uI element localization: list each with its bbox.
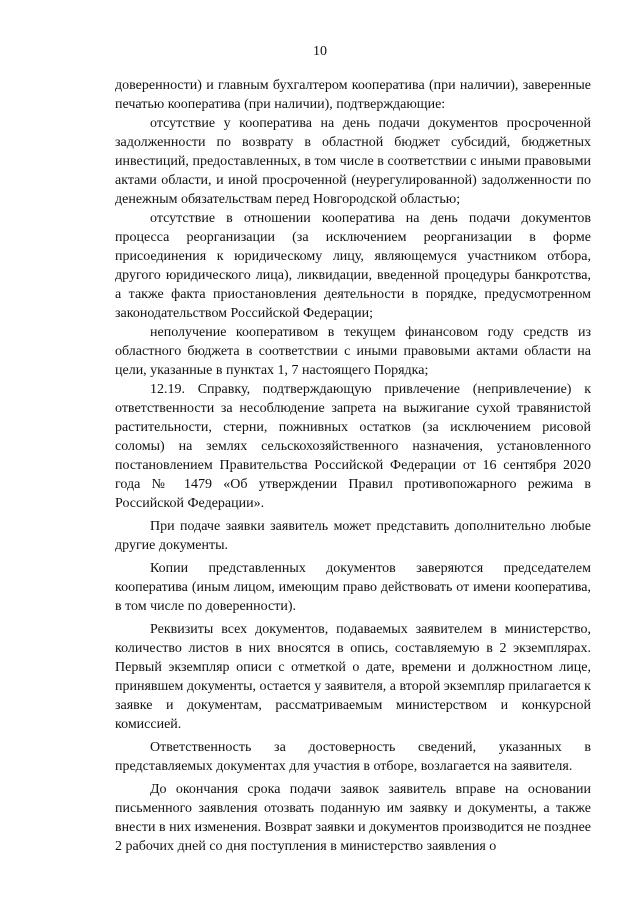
paragraph-additional-documents: При подаче заявки заявитель может представить дополнительно любые другие документы. xyxy=(115,519,591,553)
paragraph-withdrawal: До окончания срока подачи заявок заявитель вправе на основании письменного заявления отозвать поданную им заявку и документы, а также внести в них изменения. Возврат заявки и документов производится не позднее 2 рабочих дней со дня поступления в министерство заявления о xyxy=(115,782,591,854)
paragraph-no-overdue-debt: отсутствие у кооператива на день подачи документов просроченной задолженности по возврату в областной бюджет субсидий, бюджетных инвестиций, предоставленных, в том числе в соответствии с иными правовыми актами области, и иной просроченной (неурегулированной) задолженности по денежным обязательствам перед Новгородской областью; xyxy=(115,116,591,207)
paragraph-inventory: Реквизиты всех документов, подаваемых заявителем в министерство, количество листов в них вносятся в опись, составляемую в 2 экземплярах. Первый экземпляр описи с отметкой о дате, времени и должностном лице, принявшем документы, остается у заявителя, а второй экземпляр прилагается к заявке и документам, рассматриваемым министерством и конкурсной комиссией. xyxy=(115,622,591,732)
document-body xyxy=(115,76,591,856)
page-number: 10 xyxy=(313,44,327,59)
paragraph-no-budget-funds: неполучение кооперативом в текущем финансовом году средств из областного бюджета в соответствии с иными правовыми актами области на цели, указанные в пунктах 1, 7 настоящего Порядка; xyxy=(115,325,591,378)
paragraph-responsibility: Ответственность за достоверность сведений, указанных в представляемых документах для участия в отборе, возлагается на заявителя. xyxy=(115,740,591,774)
paragraph-clause-12-19: 12.19. Справку, подтверждающую привлечение (непривлечение) к ответственности за несоблюдение запрета на выжигание сухой травянистой растительности, стерни, пожнивных остатков (за исключением рисовой соломы) на землях сельскохозяйственного назначения, установленного постановлением Правительства Российской Федерации от 16 сентября 2020 года № 1479 «Об утверждении Правил противопожарного режима в Российской Федерации». xyxy=(115,382,591,511)
paragraph-copies-certified: Копии представленных документов заверяются председателем кооператива (иным лицом, имеющим право действовать от имени кооператива, в том числе по доверенности). xyxy=(115,561,591,614)
paragraph-no-reorganization: отсутствие в отношении кооператива на день подачи документов процесса реорганизации (за исключением реорганизации в форме присоединения к юридическому лицу, являющемуся участником отбора, другого юридического лица), ликвидации, введенной процедуры банкротства, а также факта приостановления деятельности в порядке, предусмотренном законодательством Российской Федерации; xyxy=(115,211,591,321)
paragraph-continuation: доверенности) и главным бухгалтером кооператива (при наличии), заверенные печатью кооператива (при наличии), подтверждающие: xyxy=(115,78,591,112)
